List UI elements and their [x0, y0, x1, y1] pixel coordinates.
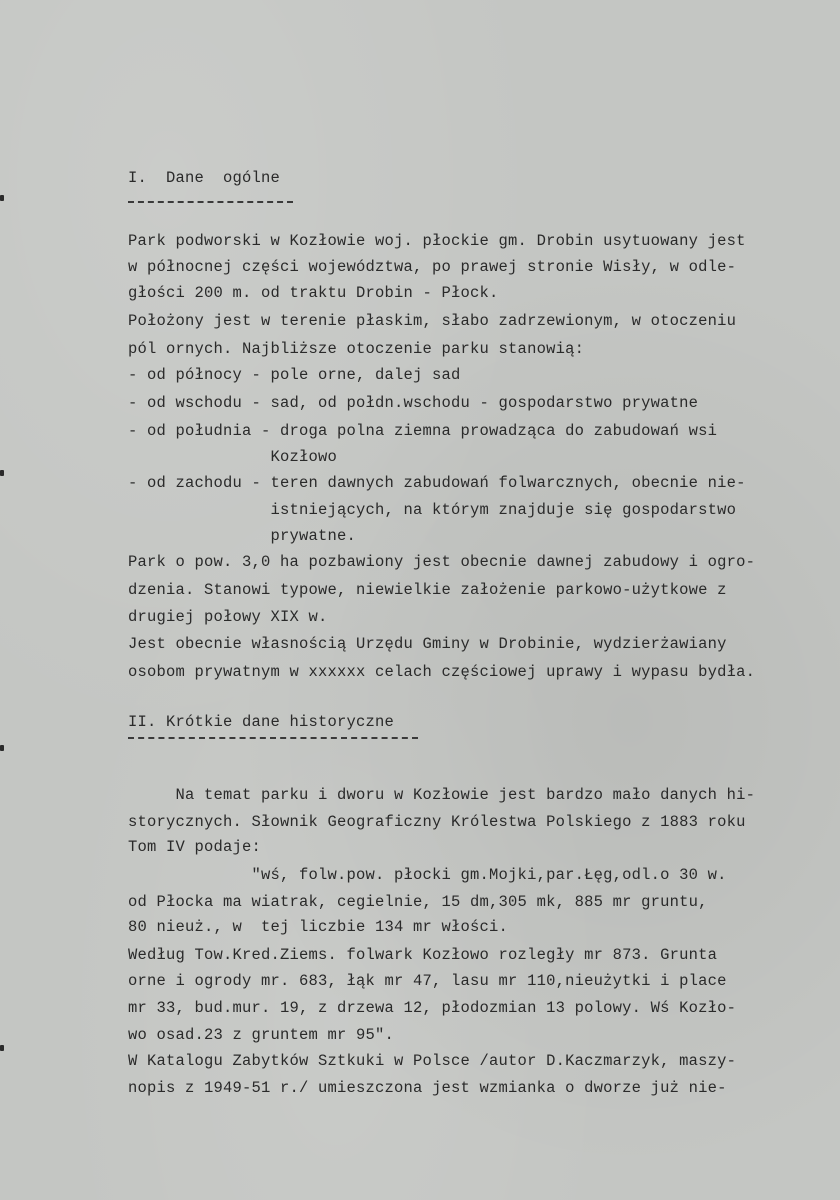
text-line: istniejących, na którym znajduje się gospodarstwo: [128, 501, 737, 519]
text-line: prywatne.: [128, 527, 357, 545]
text-line: "wś, folw.pow. płocki gm.Mojki,par.Łęg,odl.o 30 w.: [128, 866, 727, 884]
binding-hole-mark: [0, 745, 4, 751]
text-line: pól ornych. Najbliższe otoczenie parku stanowią:: [128, 340, 585, 358]
text-line: 80 nieuż., w tej liczbie 134 mr włości.: [128, 918, 509, 936]
text-line: nopis z 1949-51 r./ umieszczona jest wzmianka o dworze już nie-: [128, 1079, 727, 1097]
text-line: w północnej części województwa, po prawej stronie Wisły, w odle-: [128, 258, 737, 276]
section-1-underline: [128, 201, 293, 205]
text-line: od Płocka ma wiatrak, cegielnie, 15 dm,305 mk, 885 mr gruntu,: [128, 893, 708, 911]
text-line: Tom IV podaje:: [128, 838, 262, 856]
text-line: dzenia. Stanowi typowe, niewielkie założenie parkowo-użytkowe z: [128, 581, 727, 599]
text-line: Położony jest w terenie płaskim, słabo zadrzewionym, w otoczeniu: [128, 312, 737, 330]
text-line: Park o pow. 3,0 ha pozbawiony jest obecnie dawnej zabudowy i ogro-: [128, 553, 756, 571]
text-line: drugiej połowy XIX w.: [128, 608, 328, 626]
text-line: - od zachodu - teren dawnych zabudowań folwarcznych, obecnie nie-: [128, 474, 746, 492]
text-line: Na temat parku i dworu w Kozłowie jest bardzo mało danych hi-: [128, 786, 756, 804]
text-line: mr 33, bud.mur. 19, z drzewa 12, płodozmian 13 polowy. Wś Kozło-: [128, 999, 737, 1017]
text-line: Park podworski w Kozłowie woj. płockie gm. Drobin usytuowany jest: [128, 232, 746, 250]
section-2-heading: II. Krótkie dane historyczne: [128, 713, 395, 731]
text-line: wo osad.23 z gruntem mr 95".: [128, 1026, 395, 1044]
binding-hole-mark: [0, 1045, 4, 1051]
text-line: Kozłowo: [128, 448, 338, 466]
binding-hole-mark: [0, 470, 4, 476]
text-line: W Katalogu Zabytków Sztkuki w Polsce /autor D.Kaczmarzyk, maszy-: [128, 1052, 737, 1070]
text-line: - od południa - droga polna ziemna prowadząca do zabudowań wsi: [128, 422, 718, 440]
text-line: storycznych. Słownik Geograficzny Królestwa Polskiego z 1883 roku: [128, 813, 746, 831]
text-line: orne i ogrody mr. 683, łąk mr 47, lasu mr 110,nieużytki i place: [128, 972, 727, 990]
text-line: Jest obecnie własnością Urzędu Gminy w Drobinie, wydzierżawiany: [128, 635, 727, 653]
section-2-underline: [128, 737, 418, 741]
text-line: - od wschodu - sad, od połdn.wschodu - gospodarstwo prywatne: [128, 394, 699, 412]
text-line: Według Tow.Kred.Ziems. folwark Kozłowo rozległy mr 873. Grunta: [128, 946, 718, 964]
text-line: osobom prywatnym w xxxxxx celach częściowej uprawy i wypasu bydła.: [128, 663, 756, 681]
section-1-heading: I. Dane ogólne: [128, 169, 281, 187]
binding-hole-mark: [0, 195, 4, 201]
text-line: - od północy - pole orne, dalej sad: [128, 366, 461, 384]
text-line: głości 200 m. od traktu Drobin - Płock.: [128, 284, 499, 302]
